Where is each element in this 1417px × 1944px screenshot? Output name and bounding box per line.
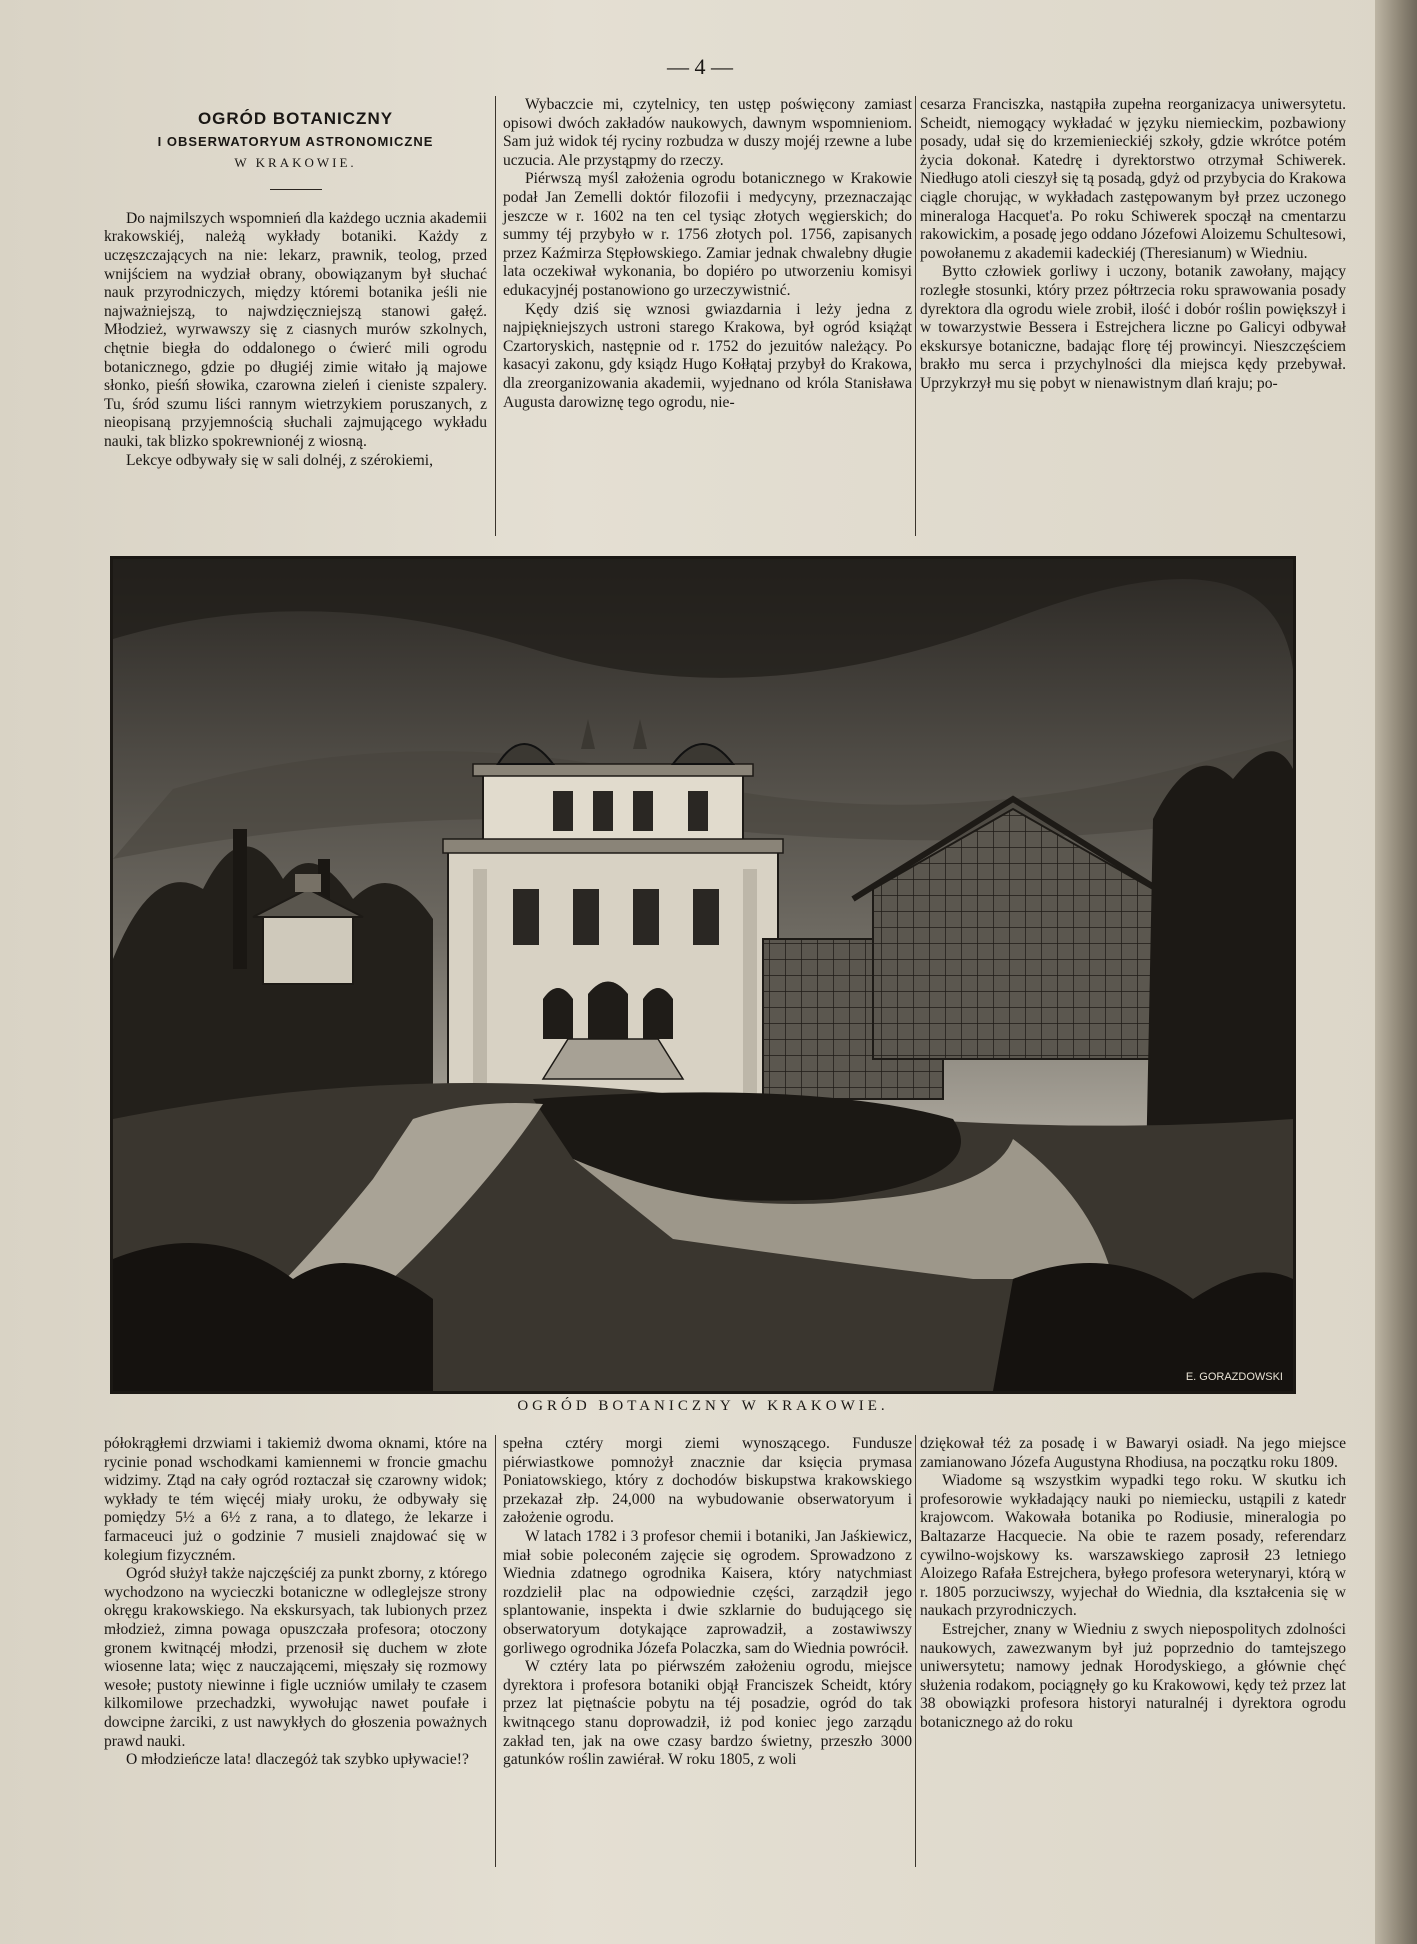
paragraph: cesarza Franciszka, nastąpiła zupełna reorganizacya uniwersytetu. Scheidt, niemogący wykładać w języku niemieckim, pozbawiony posady, udał się do krzemienieckiéj szkoły, gdzie wkrótce potém życia dokonał. Katedrę i dyrektorstwo otrzymał Schiwerek. Niedługo atoli cieszył się tą posadą, gdyż od przybycia do Krakowa ciągle chorując, w wykładach zastępowanym był przez uczonego mineraloga Hacquet'a. Po roku Schiwerek spoczął na cmentarzu rakowickim, a posadę jego oddano Józefowi Aloizemu Schultesowi, powołanemu z akademii kadeckiéj (Theresianum) w Wiedniu.: [920, 96, 1346, 262]
paragraph: Wiadome są wszystkim wypadki tego roku. W skutku ich profesorowie wykładający nauki po niemiecku, ustąpili z katedr krajowcom. Wakowała botanika po Rodiusie, mineralogia po Baltazarze Hacquecie. Na obie te razem posady, referendarz cywilno-wojskowy ks. warszawskiego zaprosił 23 letniego Aloizego Rafała Estrejchera, byłego profesora weterynaryi, którą w r. 1805 porzuciwszy, wyjechał do Wiednia, dla kształcenia się w naukach przyrodniczych.: [920, 1472, 1346, 1620]
paragraph: półokrągłemi drzwiami i takiemiż dwoma oknami, które na rycinie ponad wschodkami kamiennemi w froncie gmachu widzimy. Ztąd na cały ogród roztaczał się czarowny widok; wykłady te tém więcéj miały uroku, że odbywały się pomiędzy 5½ a 6½ z rana, a to dlatego, że lekarze i farmaceuci już o godzinie 7 musieli znajdować się w kolegium fizyczném.: [104, 1435, 487, 1564]
page-binding-edge: [1375, 0, 1417, 1944]
column-rule: [495, 1435, 496, 1867]
top-column-1: [104, 96, 487, 546]
paragraph: W latach 1782 i 3 profesor chemii i botaniki, Jan Jaśkiewicz, miał sobie poleconém zajęcie się ogrodem. Sprowadzono z Wiednia zdatnego ogrodnika Kaisera, który natychmiast rozdzielił plac na odpowiednie części, zarządził jego splantowanie, inspekta i dwie szklarnie do budującego się obserwatoryum dotykające zaprowadził, a zostawiwszy gorliwego ogrodnika Józefa Polaczka, sam do Wiednia powrócił.: [503, 1527, 912, 1657]
paragraph: Ogród służył także najczęściéj za punkt zborny, z którego wychodzono na wycieczki botaniczne w odleglejsze strony okręgu krakowskiego. Na ekskursyach, tak lubionych przez młodzież, zimna powaga opuszczała profesora; otoczony gronem kwitnącéj młodzi, przenosił się duchem w złote wiosenne lata; więc z nauczającemi, mięszały się rozmowy wesołe; pustoty niewinne i figle uczniów umilały te czasem kilkomilowe przechadzki, wywołując nawet poufałe i dowcipne żarciki, z ust nawykłych do głoszenia poważnych prawd nauki.: [104, 1565, 487, 1750]
paragraph: Piérwszą myśl założenia ogrodu botanicznego w Krakowie podał Jan Zemelli doktór filozofii i medycyny, przeznaczając jeszcze w r. 1602 na ten cel tysiąc złotych węgierskich; do summy téj przybyło w r. 1756 złotych pol. 1756, zapisanych przez Kaźmirza Stępłowskiego. Zamiar jednak chwalebny długie lata oczekiwał wykonania, bo dopiéro po utworzeniu komisyi edukacyjnéj postanowiono go urzeczywistnić.: [503, 170, 912, 299]
top-column-3: [920, 96, 1346, 546]
paragraph: Kędy dziś się wznosi gwiazdarnia i leży jedna z najpiękniejszych ustroni starego Krakowa, był ogród książąt Czartoryskich, następnie od r. 1752 do jezuitów należący. Po kasacyi zakonu, gdy ksiądz Hugo Kołłątaj przybył do Krakowa, dla zreorganizowania akademii, wyjednano od króla Stanisława Augusta darowiznę tego ogrodu, nie-: [503, 300, 912, 411]
article-title: OGRÓD BOTANICZNY: [197, 109, 394, 128]
column-rule: [495, 96, 496, 536]
top-column-2: [503, 96, 912, 546]
paragraph: Do najmilszych wspomnień dla każdego ucznia akademii krakowskiéj, należą wykłady botaniki. Każdy z uczęszczających na nie: lekarz, prawnik, teolog, przed wnijściem na wydział obrany, obowiązanym był słuchać nauk przyrodniczych, między któremi botanika jeśli nie najważniejszą, to najwdzięczniejszą stanowi gałęź. Młodzież, wyrwawszy się z ciasnych murów szkolnych, chętnie biegła do oddalonego o ćwierć mili ogrodu botanicznego, gdzie po długiéj zimie witało ją majowe słonko, pieśń słowika, czarowna zieleń i cieniste szpalery. Tu, śród szumu liści rannym wietrzykiem poruszanych, z nieopisaną przyjemnością słuchali zajmującego wykładu nauki, tak blizko spokrewnionéj z wiosną.: [104, 209, 487, 450]
title-divider: [270, 189, 322, 190]
paragraph: spełna cztéry morgi ziemi wynoszącego. Fundusze piérwiastkowe pomnożył znacznie dar księcia prymasa Poniatowskiego, który z dochodów biskupstwa krakowskiego przekazał złp. 24,000 na wybudowanie obserwatoryum i założenie ogrodu.: [503, 1435, 912, 1527]
engraving-illustration: [110, 556, 1296, 1394]
bottom-column-2: [503, 1435, 912, 1875]
page-number: — 4 —: [667, 54, 733, 79]
paragraph: Estrejcher, znany w Wiedniu z swych niepospolitych zdolności naukowych, zawezwanym był już poprzednio do tamtejszego uniwersytetu; namowy jednak Horodyskiego, a głównie chęć służenia rodakom, pociągnęły go ku Krakowowi, kędy też przez lat 38 obowiązki profesora historyi naturalnéj i dyrektora ogrodu botanicznego aż do roku: [920, 1620, 1346, 1731]
article-location: W KRAKOWIE.: [234, 155, 357, 171]
article-subtitle: I OBSERWATORYUM ASTRONOMICZNE: [157, 133, 434, 149]
column-rule: [915, 1435, 916, 1867]
paragraph: Bytto człowiek gorliwy i uczony, botanik zawołany, mający rozległe stosunki, który przez półtrzecia roku sprawowania posady dyrektora dla ogrodu wiele zrobił, ilość i dobór roślin powiększył i w towarzystwie Bessera i Estrejchera liczne po Galicyi odbywał ekskursye botaniczne, badając florę téj prowincyi. Nieszczęściem brakło mu serca i przychylności dla miejsca kędy przebywał. Uprzykrzył mu się pobyt w nienawistnym dlań kraju; po-: [920, 263, 1346, 392]
botanical-garden-engraving: [113, 559, 1293, 1391]
bottom-column-1: [104, 1435, 487, 1875]
paragraph: Lekcye odbywały się w sali dolnéj, z szérokiemi,: [126, 451, 434, 469]
paragraph: O młodzieńcze lata! dlaczegóż tak szybko upływacie!?: [126, 1751, 469, 1769]
engraver-signature: E. GORAZDOWSKI: [1185, 1371, 1283, 1383]
paragraph: Wybaczcie mi, czytelnicy, ten ustęp poświęcony zamiast opisowi dwóch zakładów naukowych, dawnym wspomnieniom. Sam już widok téj ryciny rozbudza w duszy mojéj rzewne a lube uczucia. Ale przystąpmy do rzeczy.: [503, 96, 912, 169]
figure-caption: OGRÓD BOTANICZNY W KRAKOWIE.: [517, 1398, 889, 1414]
paragraph: dziękował téż za posadę i w Bawaryi osiadł. Na jego miejsce zamianowano Józefa Augustyna Rhodiusa, na początku roku 1809.: [920, 1435, 1346, 1471]
paragraph: W cztéry lata po piérwszém założeniu ogrodu, miejsce dyrektora i profesora botaniki objął Franciszek Scheidt, który przez lat piętnaście pobytu na téj posadzie, ogród do tak kwitnącego stanu doprowadził, iż pod koniec jego zarządu zakład ten, jak na owe czasy bardzo świetny, przeszło 3000 gatunków roślin zawiérał. W roku 1805, z woli: [503, 1658, 912, 1769]
column-rule: [915, 96, 916, 536]
bottom-column-3: [920, 1435, 1346, 1875]
